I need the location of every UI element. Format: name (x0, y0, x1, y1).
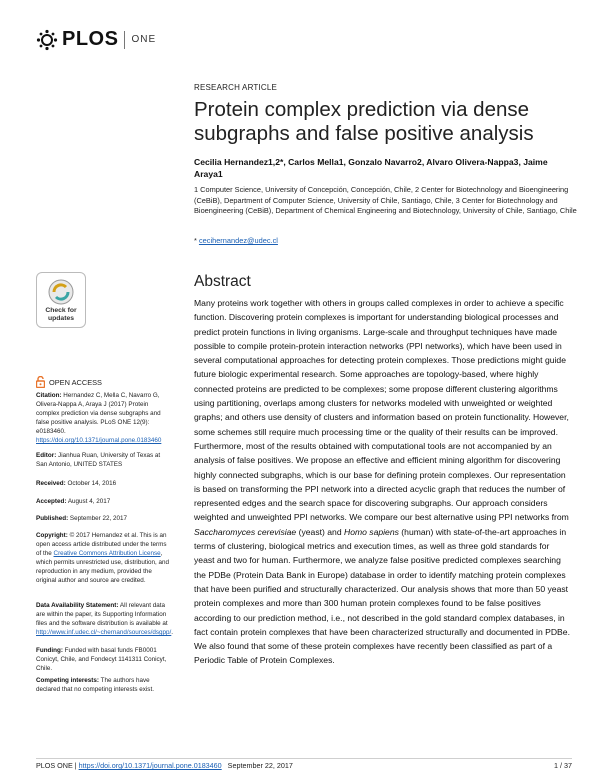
received-block (36, 479, 171, 488)
accepted-date: August 4, 2017 (66, 498, 111, 505)
citation-doi-link[interactable]: https://doi.org/10.1371/journal.pone.0183460 (36, 437, 162, 445)
competing-interests-label: Competing interests: (36, 677, 99, 684)
page-footer (36, 761, 293, 770)
abstract-text-2: (yeast) and (296, 526, 344, 537)
footer-doi-link[interactable]: https://doi.org/10.1371/journal.pone.0183460 (78, 761, 222, 770)
plos-logo (36, 28, 156, 51)
editor-block (36, 451, 171, 469)
copyright-label: Copyright: (36, 532, 68, 539)
funding-text: Funded with basal funds FB0001 Conicyt, Chile, and Fondecyt 1141311 Conicyt, Chile. (36, 647, 167, 673)
page-number: 1 / 37 (554, 761, 572, 770)
published-block (36, 514, 171, 523)
citation-block (36, 391, 171, 446)
funding-label: Funding: (36, 647, 63, 654)
author-list: Cecilia Hernandez1,2*, Carlos Mella1, Gonzalo Navarro2, Alvaro Olivera-Nappa3, Jaime Araya1 (194, 157, 548, 179)
published-date: September 22, 2017 (68, 515, 127, 522)
badge-line-1: Check for (45, 307, 77, 314)
software-link[interactable]: http://www.inf.udec.cl/~chernand/sources/dsgpp/ (36, 629, 172, 637)
received-label: Received: (36, 480, 66, 487)
accepted-block (36, 497, 171, 506)
published-label: Published: (36, 515, 69, 522)
funding-block (36, 646, 171, 673)
species-yeast: Saccharomyces cerevisiae (194, 526, 297, 537)
copyright-text-end: , which permits unrestricted use, distribution, and reproduction in any medium, provided the original author and source are credited. (36, 550, 169, 585)
footer-journal: PLOS ONE | (36, 761, 79, 770)
footer-date: September 22, 2017 (221, 761, 293, 770)
badge-label (45, 307, 76, 323)
abstract-body (194, 296, 572, 668)
corresponding-email (194, 236, 278, 245)
logo-separator (124, 31, 125, 49)
check-for-updates-badge[interactable] (36, 272, 86, 328)
plos-logo-icon (36, 29, 58, 51)
data-availability-end: . (171, 629, 174, 637)
open-lock-icon (36, 376, 45, 388)
citation-text: Hernandez C, Mella C, Navarro G, Olivera-Nappa A, Araya J (2017) Protein complex prediction via dense subgraphs and false positive analysis. PLoS ONE 12(9): e0183460. (36, 392, 161, 436)
license-link[interactable]: Creative Commons Attribution License (53, 550, 161, 558)
received-date: October 14, 2016 (65, 480, 117, 487)
crossmark-icon (48, 279, 74, 305)
article-title: Protein complex prediction via dense subgraphs and false positive analysis (194, 98, 534, 145)
email-marker: * (194, 236, 199, 245)
copyright-block (36, 531, 171, 586)
open-access-label: OPEN ACCESS (49, 377, 102, 387)
data-availability-label: Data Availability Statement: (36, 602, 119, 609)
accepted-label: Accepted: (36, 498, 67, 505)
abstract-heading: Abstract (194, 273, 251, 290)
logo-wordmark: PLOS (62, 28, 119, 50)
badge-line-2: updates (47, 315, 75, 322)
footer-divider (36, 758, 572, 759)
editor-text: Jianhua Ruan, University of Texas at San Antonio, UNITED STATES (36, 452, 161, 469)
citation-label: Citation: (36, 392, 62, 399)
email-link[interactable]: cecihernandez@udec.cl (198, 236, 278, 245)
competing-interests-text: The authors have declared that no competing interests exist. (36, 677, 154, 694)
article-type-label: RESEARCH ARTICLE (194, 83, 278, 92)
journal-name: ONE (131, 34, 157, 45)
competing-interests-block (36, 676, 171, 694)
abstract-text-3: (human) with state-of-the-art approaches in terms of clustering, biological metrics and execution times, as well as three gold standards for yeast and two for human. Furthermore, we analyze false positive predicted complexes searching the PDBe (Protein Data Bank in Europe) database in order to identify matching protein complexes that have been purified and structurally characterized. Our analysis shows that more than 50 yeast protein complexes and more than 300 human protein complexes found to be false positives according to our prediction method, i.e., not described in the gold standard complex databases, in fact contain protein complexes that have been characterized structurally and documented in PDBe. We also found that some of these protein complexes have recently been classified as part of a Periodic Table of Protein Complexes. (194, 526, 570, 666)
species-human: Homo sapiens (343, 526, 399, 537)
data-availability-text: All relevant data are within the paper, its Supporting Information files and the software distribution is available at (36, 602, 168, 628)
data-availability-block (36, 601, 174, 637)
affiliations: 1 Computer Science, University of Concepción, Concepción, Chile, 2 Center for Biotechnology and Bioengineering (CeBiB), Department of Computer Science, University of Chile, Santiago, Chile, 3 Center for Biotechnology and Bioengineering (CeBiB), Department of Chemical Engineering and Biotechnology, University of Chile, Santiago, Chile (194, 185, 577, 216)
copyright-text: © 2017 Hernandez et al. This is an open access article distributed under the terms of the (36, 532, 167, 558)
abstract-text-1: Many proteins work together with others in groups called complexes in order to achieve a specific function. Discovering protein complexes is important for understanding biological processes and predict protein functions in living organisms. Large-scale and throughput techniques have made possible to compile protein-protein interaction networks (PPI networks), which have been used in several computational approaches for detecting protein complexes. Those predictions might guide future biologic experimental research. Some approaches are topology-based, where highly connected proteins are predicted to be complexes; some propose different clustering algorithms using partitioning, overlaps among clusters for networks modeled with unweighted or weighted graphs; and others use density of clusters and information based on protein functionality. However, some schemes still require much processing time or the quality of their results can be improved. Furthermore, most of the results obtained with computational tools are not accompanied by an analysis of false positives. We propose an effective and efficient mining algorithm for discovering highly connected subgraphs, which is our base for defining protein complexes. Our representation is based on transforming the PPI network into a directed acyclic graph that reduces the number of represented edges and the search space for discovering subgraphs. Our approach considers weighted and unweighted PPI networks. We compare our best alternative using PPI networks from (194, 298, 569, 523)
editor-label: Editor: (36, 452, 57, 459)
open-access-indicator (36, 376, 102, 388)
